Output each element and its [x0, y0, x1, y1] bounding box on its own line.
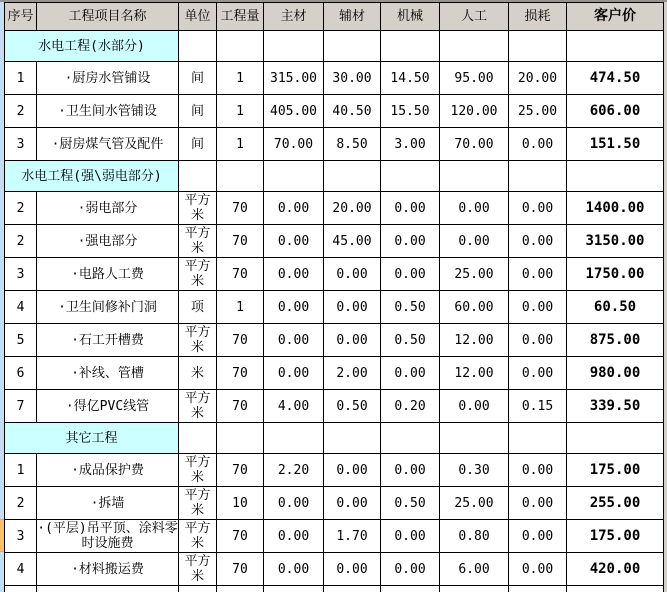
cell-labor[interactable]: 0.00: [440, 390, 509, 423]
cell-mach[interactable]: 0.50: [381, 487, 440, 520]
column-header-name[interactable]: 工程项目名称: [37, 3, 179, 31]
cell-price[interactable]: 420.00: [567, 553, 664, 586]
cell-aux[interactable]: 45.00: [324, 225, 381, 258]
column-header-labor[interactable]: 人工: [440, 3, 509, 31]
cell-main[interactable]: 0.00: [264, 357, 324, 390]
cell-aux[interactable]: 0.00: [324, 324, 381, 357]
cell-unit[interactable]: 项: [179, 291, 217, 324]
cell-mach[interactable]: 0.00: [381, 553, 440, 586]
cell-empty[interactable]: [440, 161, 509, 192]
column-header-qty[interactable]: 工程量: [217, 3, 264, 31]
cell-price[interactable]: 151.50: [567, 128, 664, 161]
cell-aux[interactable]: 0.00: [324, 291, 381, 324]
cell-aux[interactable]: 0.00: [324, 553, 381, 586]
cell-qty[interactable]: 70: [217, 454, 264, 487]
cell-main[interactable]: 2.20: [264, 454, 324, 487]
table-row: [5, 128, 664, 161]
cell-mach[interactable]: 0.00: [381, 225, 440, 258]
cell-num[interactable]: 2: [5, 487, 37, 520]
cell-name[interactable]: ·补线、管槽: [37, 357, 179, 390]
cell-aux[interactable]: 2.00: [324, 357, 381, 390]
cell-loss[interactable]: 0.00: [509, 487, 567, 520]
cell-num[interactable]: 7: [5, 390, 37, 423]
cell-labor[interactable]: 0.00: [440, 225, 509, 258]
cell-labor[interactable]: 0.00: [440, 192, 509, 225]
table-row: [5, 291, 664, 324]
cell-qty[interactable]: 1: [217, 95, 264, 128]
cell-main[interactable]: 0.00: [264, 258, 324, 291]
cell-qty[interactable]: 10: [217, 487, 264, 520]
table-row: [5, 62, 664, 95]
header-row: [5, 3, 664, 31]
cell-labor[interactable]: 25.00: [440, 487, 509, 520]
cell-mach[interactable]: 0.00: [381, 454, 440, 487]
cell-loss[interactable]: 0.00: [509, 128, 567, 161]
section-label[interactable]: 水电工程(水部分): [5, 31, 179, 62]
cell-qty[interactable]: 1: [217, 291, 264, 324]
estimate-table: [4, 2, 664, 592]
cell-empty[interactable]: [440, 31, 509, 62]
cell-qty[interactable]: 1: [217, 128, 264, 161]
cell-loss[interactable]: 20.00: [509, 62, 567, 95]
cell-qty[interactable]: 70: [217, 192, 264, 225]
cell-name[interactable]: ·弱电部分: [37, 192, 179, 225]
table-body: [5, 31, 664, 592]
cell-name[interactable]: ·卫生间水管铺设: [37, 95, 179, 128]
table-row: [5, 553, 664, 586]
cell-aux[interactable]: 0.00: [324, 258, 381, 291]
cell-loss[interactable]: 25.00: [509, 95, 567, 128]
section-row: [5, 161, 664, 192]
cell-unit[interactable]: 平方米: [179, 553, 217, 586]
section-row: [5, 31, 664, 62]
cell-name[interactable]: ·石工开槽费: [37, 324, 179, 357]
cell-qty[interactable]: 70: [217, 324, 264, 357]
cell-mach[interactable]: 0.00: [381, 258, 440, 291]
cell-labor[interactable]: 60.00: [440, 291, 509, 324]
cell-empty[interactable]: [217, 161, 264, 192]
cell-mach[interactable]: 0.20: [381, 390, 440, 423]
cell-qty[interactable]: 70: [217, 553, 264, 586]
cell-empty[interactable]: [179, 423, 217, 454]
cell-main[interactable]: 0.00: [264, 520, 324, 553]
cell-labor[interactable]: 6.00: [440, 553, 509, 586]
column-header-mach[interactable]: 机械: [381, 3, 440, 31]
cell-main[interactable]: 0.00: [264, 192, 324, 225]
cell-loss[interactable]: 0.00: [509, 291, 567, 324]
cell-empty: [567, 586, 664, 592]
cell-num[interactable]: 3: [5, 520, 37, 553]
cell-empty[interactable]: [324, 161, 381, 192]
cell-price[interactable]: 60.50: [567, 291, 664, 324]
cell-unit[interactable]: 平方米: [179, 454, 217, 487]
cell-main[interactable]: 4.00: [264, 390, 324, 423]
cell-empty[interactable]: [264, 423, 324, 454]
cell-aux[interactable]: 0.00: [324, 454, 381, 487]
cell-mach[interactable]: 15.50: [381, 95, 440, 128]
cell-empty[interactable]: [567, 423, 664, 454]
cell-price[interactable]: 1400.00: [567, 192, 664, 225]
section-row: [5, 423, 664, 454]
cell-main[interactable]: 0.00: [264, 324, 324, 357]
table-row: [5, 95, 664, 128]
cell-aux[interactable]: 1.70: [324, 520, 381, 553]
cell-empty[interactable]: [509, 423, 567, 454]
cell-num[interactable]: 2: [5, 95, 37, 128]
cell-name[interactable]: ·得亿PVC线管: [37, 390, 179, 423]
cell-loss[interactable]: 0.00: [509, 324, 567, 357]
cell-unit[interactable]: 平方米: [179, 324, 217, 357]
cell-name[interactable]: ·厨房水管铺设: [37, 62, 179, 95]
cell-unit[interactable]: 平方米: [179, 390, 217, 423]
cell-labor[interactable]: 120.00: [440, 95, 509, 128]
cell-num[interactable]: 3: [5, 258, 37, 291]
cell-unit[interactable]: 间: [179, 95, 217, 128]
cell-aux[interactable]: 40.50: [324, 95, 381, 128]
cell-empty: [381, 586, 440, 592]
cell-name[interactable]: ·厨房煤气管及配件: [37, 128, 179, 161]
cell-loss[interactable]: 0.15: [509, 390, 567, 423]
cell-aux[interactable]: 8.50: [324, 128, 381, 161]
cell-price[interactable]: 1750.00: [567, 258, 664, 291]
cell-num[interactable]: 2: [5, 192, 37, 225]
cell-empty[interactable]: [381, 31, 440, 62]
cell-unit[interactable]: 平方米: [179, 258, 217, 291]
partial-row: [5, 586, 664, 592]
cell-name[interactable]: ·成品保护费: [37, 454, 179, 487]
cell-name[interactable]: ·电路人工费: [37, 258, 179, 291]
cell-unit[interactable]: 间: [179, 62, 217, 95]
cell-loss[interactable]: 0.00: [509, 520, 567, 553]
column-header-unit[interactable]: 单位: [179, 3, 217, 31]
cell-unit[interactable]: 米: [179, 357, 217, 390]
cell-main[interactable]: 0.00: [264, 225, 324, 258]
cell-qty[interactable]: 70: [217, 258, 264, 291]
cell-empty[interactable]: [567, 31, 664, 62]
cell-empty[interactable]: [381, 423, 440, 454]
cell-loss[interactable]: 0.00: [509, 225, 567, 258]
table-row: [5, 225, 664, 258]
cell-qty[interactable]: 70: [217, 357, 264, 390]
cell-main[interactable]: 70.00: [264, 128, 324, 161]
cell-mach[interactable]: 0.50: [381, 324, 440, 357]
cell-num[interactable]: 4: [5, 291, 37, 324]
table-header: [5, 3, 664, 31]
column-header-loss[interactable]: 损耗: [509, 3, 567, 31]
cell-price[interactable]: 339.50: [567, 390, 664, 423]
cell-labor[interactable]: 95.00: [440, 62, 509, 95]
cell-unit[interactable]: 平方米: [179, 225, 217, 258]
table-row: [5, 520, 664, 553]
cell-empty[interactable]: [264, 161, 324, 192]
cell-price[interactable]: 980.00: [567, 357, 664, 390]
cell-num[interactable]: 4: [5, 553, 37, 586]
cell-empty: [324, 586, 381, 592]
cell-name[interactable]: ·(平层)吊平顶、涂料零时设施费: [37, 521, 178, 551]
cell-empty: [37, 586, 179, 592]
table-row: [5, 357, 664, 390]
cell-loss[interactable]: 0.00: [509, 553, 567, 586]
cell-empty[interactable]: [509, 161, 567, 192]
table-row: [5, 258, 664, 291]
cell-labor[interactable]: 0.80: [440, 520, 509, 553]
cell-mach[interactable]: 3.00: [381, 128, 440, 161]
cell-empty[interactable]: [179, 31, 217, 62]
cell-num[interactable]: 6: [5, 357, 37, 390]
cell-price[interactable]: 474.50: [567, 62, 664, 95]
cell-empty[interactable]: [264, 31, 324, 62]
cell-qty[interactable]: 70: [217, 520, 264, 553]
cell-unit[interactable]: 平方米: [179, 520, 217, 553]
cell-labor[interactable]: 12.00: [440, 324, 509, 357]
cell-qty[interactable]: 70: [217, 390, 264, 423]
cell-name[interactable]: ·强电部分: [37, 225, 179, 258]
cell-empty[interactable]: [324, 31, 381, 62]
cell-mach[interactable]: 0.00: [381, 192, 440, 225]
cell-price[interactable]: 606.00: [567, 95, 664, 128]
table-row: [5, 192, 664, 225]
cell-unit[interactable]: 间: [179, 128, 217, 161]
cell-name[interactable]: ·材料搬运费: [37, 553, 179, 586]
cell-unit[interactable]: 平方米: [179, 192, 217, 225]
column-header-main[interactable]: 主材: [264, 3, 324, 31]
cell-empty[interactable]: [217, 31, 264, 62]
cell-main[interactable]: 0.00: [264, 553, 324, 586]
column-header-num[interactable]: 序号: [5, 3, 37, 31]
cell-aux[interactable]: 20.00: [324, 192, 381, 225]
cell-empty[interactable]: [324, 423, 381, 454]
section-label[interactable]: 其它工程: [5, 423, 179, 454]
cell-qty[interactable]: 1: [217, 62, 264, 95]
cell-aux[interactable]: 0.50: [324, 390, 381, 423]
cell-labor[interactable]: 25.00: [440, 258, 509, 291]
cell-price[interactable]: 875.00: [567, 324, 664, 357]
cell-num[interactable]: 3: [5, 128, 37, 161]
table-row: [5, 324, 664, 357]
cell-mach[interactable]: 0.00: [381, 357, 440, 390]
cell-num[interactable]: 5: [5, 324, 37, 357]
cell-empty[interactable]: [217, 423, 264, 454]
section-label[interactable]: 水电工程(强\弱电部分): [5, 161, 179, 192]
cell-mach[interactable]: 0.50: [381, 291, 440, 324]
cell-main[interactable]: 0.00: [264, 291, 324, 324]
cell-empty[interactable]: [179, 161, 217, 192]
cell-main[interactable]: 315.00: [264, 62, 324, 95]
table-row: [5, 390, 664, 423]
cell-qty[interactable]: 70: [217, 225, 264, 258]
cell-empty: [5, 586, 37, 592]
cell-loss[interactable]: 0.00: [509, 357, 567, 390]
table-row: [5, 454, 664, 487]
cell-labor[interactable]: 70.00: [440, 128, 509, 161]
cell-aux[interactable]: 0.00: [324, 487, 381, 520]
column-header-price[interactable]: 客户价: [567, 3, 664, 31]
cell-empty: [264, 586, 324, 592]
cell-loss[interactable]: 0.00: [509, 258, 567, 291]
cell-empty: [217, 586, 264, 592]
cell-unit[interactable]: 平方米: [179, 487, 217, 520]
cell-labor[interactable]: 12.00: [440, 357, 509, 390]
cell-name[interactable]: ·拆墙: [37, 487, 179, 520]
cell-aux[interactable]: 30.00: [324, 62, 381, 95]
cell-num[interactable]: 2: [5, 225, 37, 258]
cell-name[interactable]: ·卫生间修补门洞: [37, 291, 179, 324]
cell-price[interactable]: 255.00: [567, 487, 664, 520]
cell-empty[interactable]: [567, 161, 664, 192]
cell-loss[interactable]: 0.00: [509, 192, 567, 225]
cell-loss[interactable]: 0.00: [509, 454, 567, 487]
column-header-aux[interactable]: 辅材: [324, 3, 381, 31]
table-row: [5, 487, 664, 520]
cell-empty[interactable]: [509, 31, 567, 62]
cell-main[interactable]: 0.00: [264, 487, 324, 520]
cell-empty: [179, 586, 217, 592]
cell-num[interactable]: 1: [5, 454, 37, 487]
cell-main[interactable]: 405.00: [264, 95, 324, 128]
cell-mach[interactable]: 14.50: [381, 62, 440, 95]
cell-price[interactable]: 175.00: [567, 520, 664, 553]
cell-mach[interactable]: 0.00: [381, 520, 440, 553]
cell-empty[interactable]: [440, 423, 509, 454]
cell-empty: [440, 586, 509, 592]
cell-empty: [509, 586, 567, 592]
cell-labor[interactable]: 0.30: [440, 454, 509, 487]
cell-price[interactable]: 3150.00: [567, 225, 664, 258]
cell-num[interactable]: 1: [5, 62, 37, 95]
cell-price[interactable]: 175.00: [567, 454, 664, 487]
cell-empty[interactable]: [381, 161, 440, 192]
